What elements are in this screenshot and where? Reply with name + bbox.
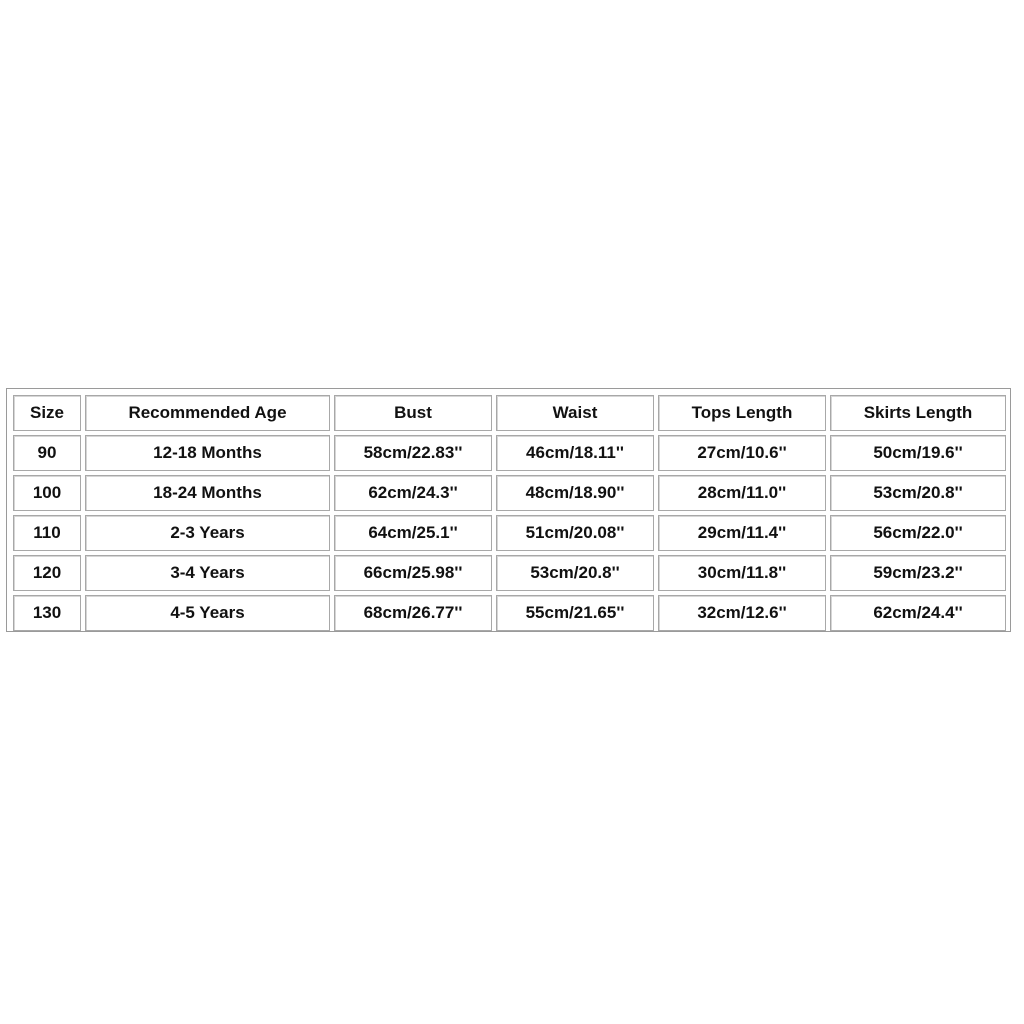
header-waist: Waist [496, 395, 654, 431]
cell-skirts-length: 53cm/20.8'' [830, 475, 1006, 511]
header-skirts-length: Skirts Length [830, 395, 1006, 431]
cell-size: 100 [13, 475, 81, 511]
cell-recommended-age: 12-18 Months [85, 435, 330, 471]
cell-skirts-length: 62cm/24.4'' [830, 595, 1006, 631]
cell-tops-length: 30cm/11.8'' [658, 555, 826, 591]
table-row [13, 475, 1006, 511]
header-row [13, 395, 1006, 431]
table-row [13, 555, 1006, 591]
cell-size: 110 [13, 515, 81, 551]
cell-size: 130 [13, 595, 81, 631]
cell-recommended-age: 2-3 Years [85, 515, 330, 551]
table-row [13, 595, 1006, 631]
cell-bust: 58cm/22.83'' [334, 435, 492, 471]
cell-bust: 64cm/25.1'' [334, 515, 492, 551]
cell-recommended-age: 3-4 Years [85, 555, 330, 591]
cell-tops-length: 27cm/10.6'' [658, 435, 826, 471]
cell-tops-length: 29cm/11.4'' [658, 515, 826, 551]
header-bust: Bust [334, 395, 492, 431]
table-row [13, 515, 1006, 551]
cell-waist: 55cm/21.65'' [496, 595, 654, 631]
cell-skirts-length: 50cm/19.6'' [830, 435, 1006, 471]
size-chart-table [9, 391, 1010, 635]
cell-waist: 46cm/18.11'' [496, 435, 654, 471]
cell-waist: 48cm/18.90'' [496, 475, 654, 511]
cell-size: 120 [13, 555, 81, 591]
cell-tops-length: 28cm/11.0'' [658, 475, 826, 511]
cell-waist: 51cm/20.08'' [496, 515, 654, 551]
cell-skirts-length: 56cm/22.0'' [830, 515, 1006, 551]
header-recommended-age: Recommended Age [85, 395, 330, 431]
cell-tops-length: 32cm/12.6'' [658, 595, 826, 631]
table-row [13, 435, 1006, 471]
cell-recommended-age: 18-24 Months [85, 475, 330, 511]
size-chart-frame [6, 388, 1011, 632]
cell-bust: 68cm/26.77'' [334, 595, 492, 631]
header-size: Size [13, 395, 81, 431]
cell-skirts-length: 59cm/23.2'' [830, 555, 1006, 591]
cell-waist: 53cm/20.8'' [496, 555, 654, 591]
cell-bust: 62cm/24.3'' [334, 475, 492, 511]
header-tops-length: Tops Length [658, 395, 826, 431]
cell-bust: 66cm/25.98'' [334, 555, 492, 591]
cell-recommended-age: 4-5 Years [85, 595, 330, 631]
cell-size: 90 [13, 435, 81, 471]
